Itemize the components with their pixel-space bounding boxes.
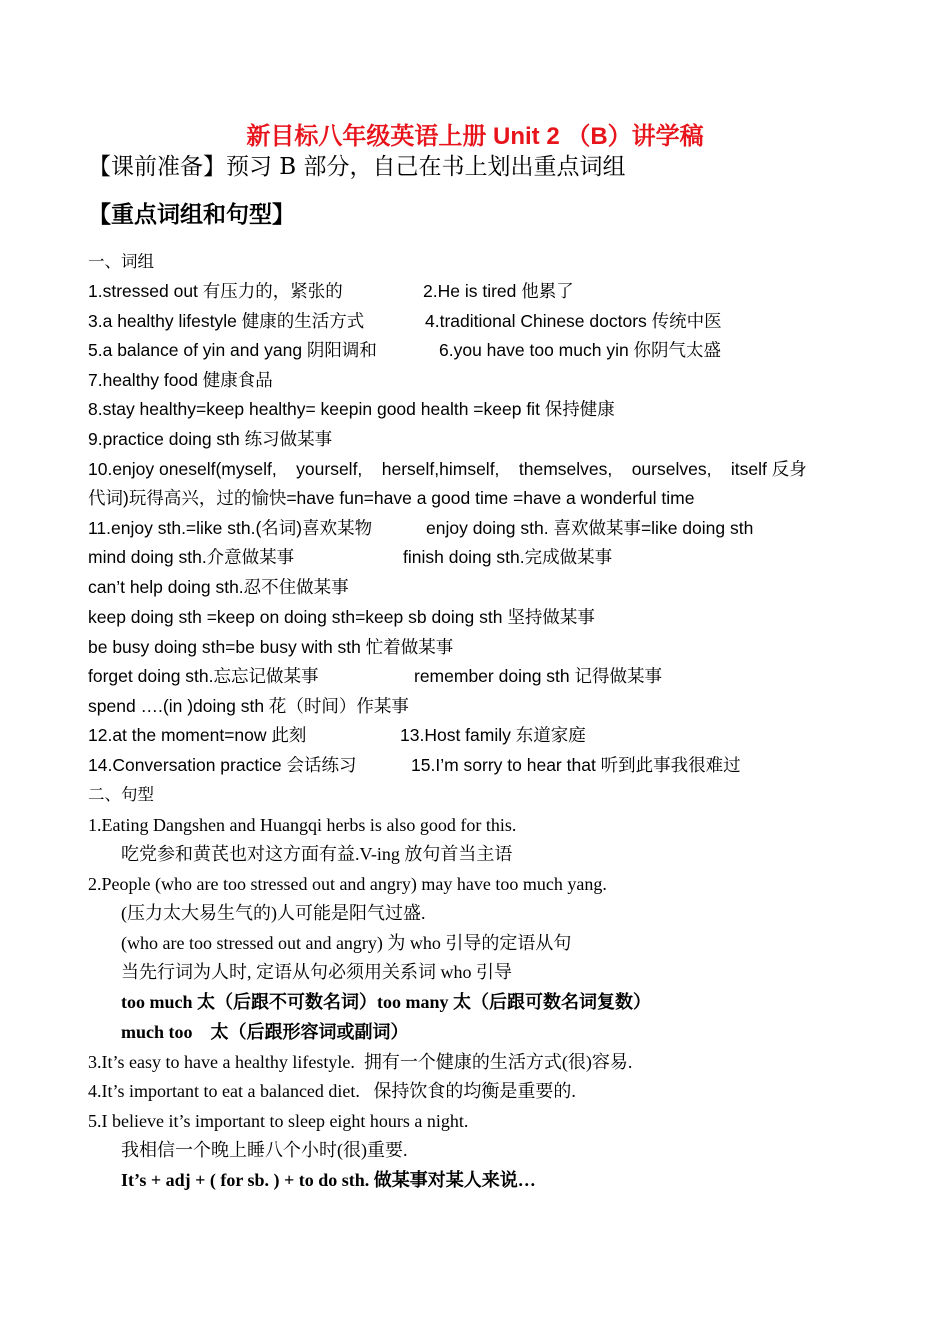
phrase-finish: finish doing sth.完成做某事 <box>403 547 613 567</box>
phrase-forget: forget doing sth.忘忘记做某事 <box>88 666 319 686</box>
sentence-1-translation: 吃党参和黄芪也对这方面有益.V-ing 放句首当主语 <box>121 844 513 864</box>
phrase-spend: spend ….(in )doing sth 花（时间）作某事 <box>88 696 409 716</box>
sentence-1: 1.Eating Dangshen and Huangqi herbs is also good for this. <box>88 815 517 835</box>
phrases-section-label: 一、词组 <box>88 252 154 271</box>
sentence-3: 3.It’s easy to have a healthy lifestyle. 拥有一个健康的生活方式(很)容易. <box>88 1052 633 1072</box>
phrase-cant-help: can’t help doing sth.忍不住做某事 <box>88 577 349 597</box>
sentence-5: 5.I believe it’s important to sleep eight hours a night. <box>88 1111 469 1131</box>
sentence-4: 4.It’s important to eat a balanced diet. 保持饮食的均衡是重要的. <box>88 1081 576 1101</box>
phrase-7: 7.healthy food 健康食品 <box>88 370 273 390</box>
sentences-section-label: 二、句型 <box>88 785 154 804</box>
phrase-5: 5.a balance of yin and yang 阴阳调和 <box>88 340 377 360</box>
phrase-11-enjoy: enjoy doing sth. 喜欢做某事=like doing sth <box>426 518 754 538</box>
phrase-busy: be busy doing sth=be busy with sth 忙着做某事 <box>88 637 454 657</box>
phrase-15: 15.I’m sorry to hear that 听到此事我很难过 <box>411 755 741 775</box>
sentence-5-translation: 我相信一个晚上睡八个小时(很)重要. <box>121 1140 408 1160</box>
sentence-2-translation: (压力太大易生气的)人可能是阳气过盛. <box>121 903 426 923</box>
phrase-2: 2.He is tired 他累了 <box>423 281 574 301</box>
section-heading: 【重点词组和句型】 <box>88 202 295 228</box>
phrase-4: 4.traditional Chinese doctors 传统中医 <box>425 311 722 331</box>
phrase-remember: remember doing sth 记得做某事 <box>414 666 662 686</box>
phrase-mind: mind doing sth.介意做某事 <box>88 547 295 567</box>
phrase-14: 14.Conversation practice 会话练习 <box>88 755 357 775</box>
phrase-6: 6.you have too much yin 你阴气太盛 <box>439 340 722 360</box>
document-title: 新目标八年级英语上册 Unit 2 （B）讲学稿 <box>246 123 704 150</box>
phrase-9: 9.practice doing sth 练习做某事 <box>88 429 333 449</box>
sentence-2-note-who: 当先行词为人时, 定语从句必须用关系词 who 引导 <box>121 962 512 982</box>
sentence-2: 2.People (who are too stressed out and angry) may have too much yang. <box>88 874 607 894</box>
phrase-10-cont: 代词)玩得高兴，过的愉快=have fun=have a good time =have a wonderful time <box>88 488 695 508</box>
phrase-3: 3.a healthy lifestyle 健康的生活方式 <box>88 311 365 331</box>
phrase-1: 1.stressed out 有压力的，紧张的 <box>88 281 343 301</box>
phrase-12: 12.at the moment=now 此刻 <box>88 725 307 745</box>
sentence-2-note-too-much: too much 太（后跟不可数名词）too many 太（后跟可数名词复数） <box>121 992 651 1012</box>
sentence-2-note-much-too: much too 太（后跟形容词或副词） <box>121 1022 409 1042</box>
phrase-keep: keep doing sth =keep on doing sth=keep sb doing sth 坚持做某事 <box>88 607 595 627</box>
preparation-note: 【课前准备】预习 B 部分，自己在书上划出重点词组 <box>88 154 626 180</box>
phrase-11: 11.enjoy sth.=like sth.(名词)喜欢某物 <box>88 518 373 538</box>
phrase-10: 10.enjoy oneself(myself, yourself, herself,himself, themselves, ourselves, itself 反身 <box>88 459 807 479</box>
sentence-5-pattern: It’s + adj + ( for sb. ) + to do sth. 做某事对某人来说… <box>121 1170 536 1190</box>
phrase-8: 8.stay healthy=keep healthy= keepin good health =keep fit 保持健康 <box>88 399 615 419</box>
sentence-2-note-clause: (who are too stressed out and angry) 为 who 引导的定语从句 <box>121 933 572 953</box>
phrase-13: 13.Host family 东道家庭 <box>400 725 586 745</box>
